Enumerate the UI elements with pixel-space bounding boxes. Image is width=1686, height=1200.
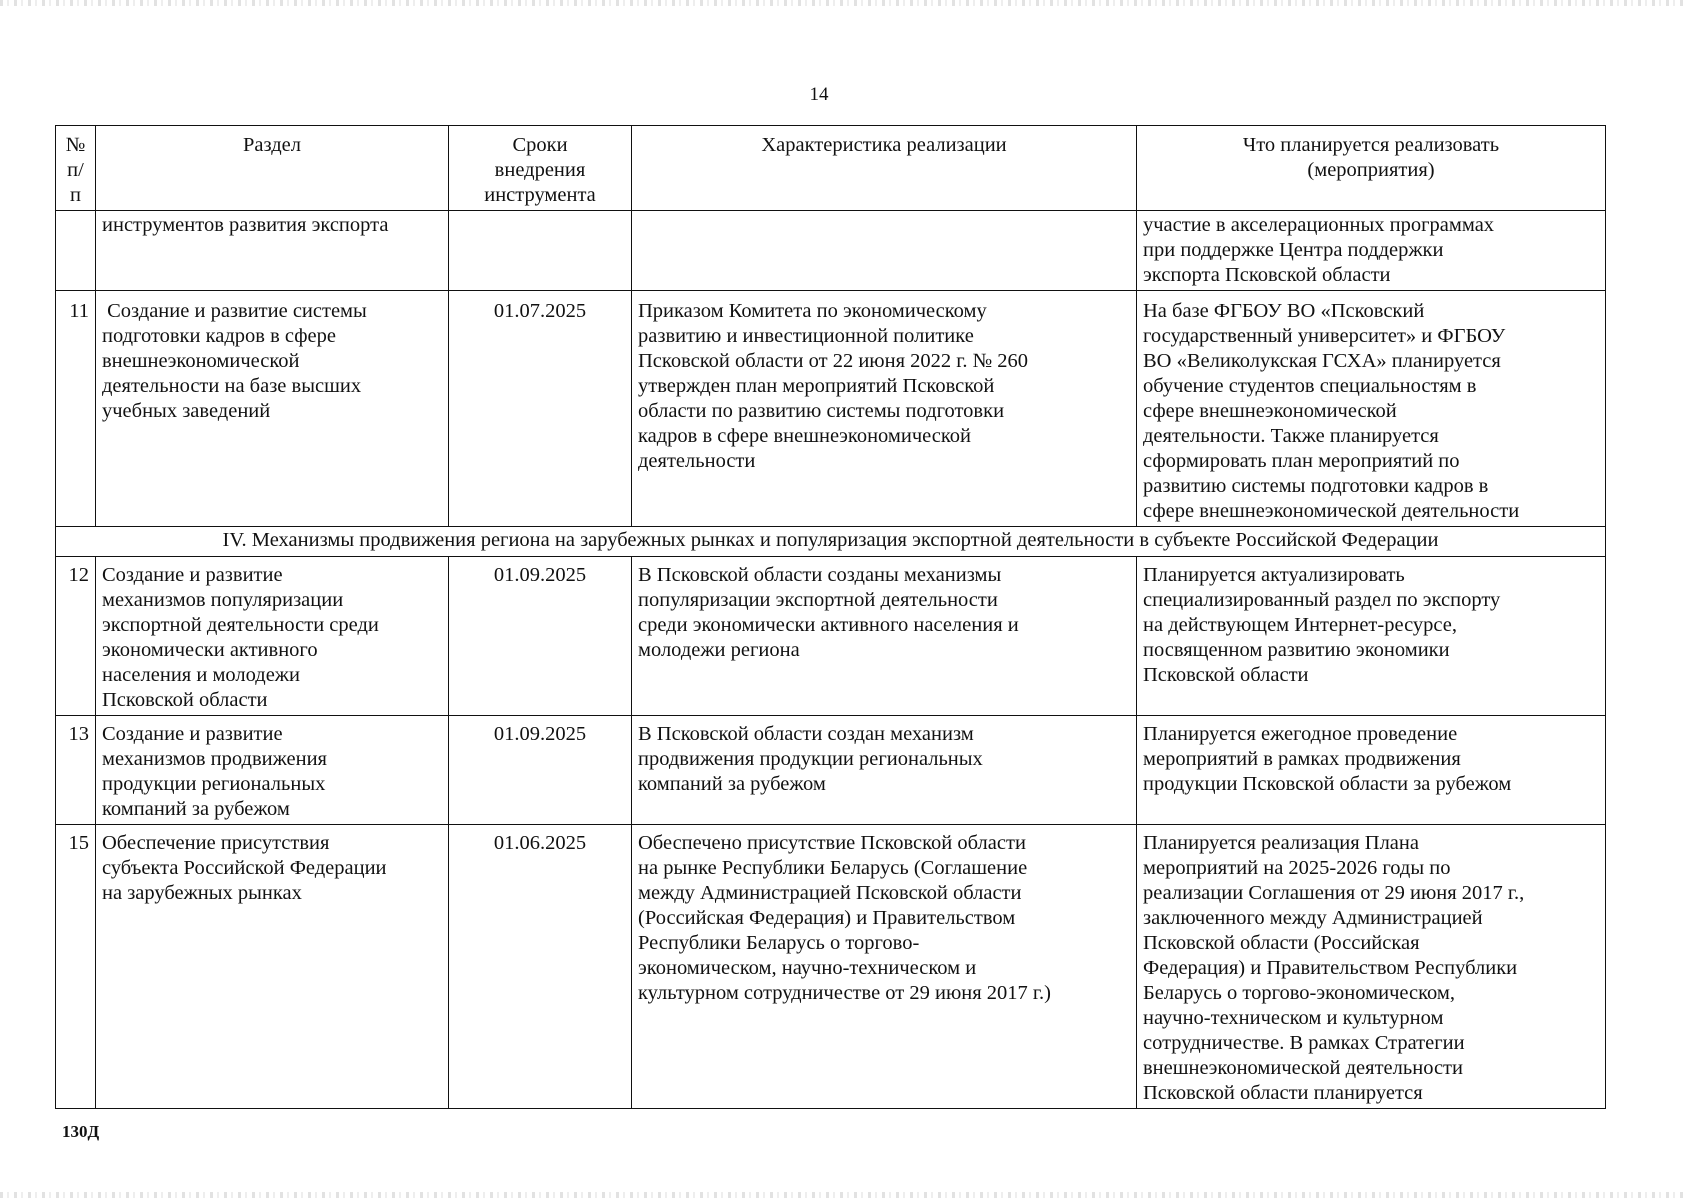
row-characteristic: [632, 211, 1137, 291]
header-characteristic-text: Характеристика реализации: [761, 134, 1007, 156]
row-section-text: инструментов развития экспорта: [102, 214, 389, 236]
row-section-text: Обеспечение присутствия субъекта Российской Федерации на зарубежных рынках: [102, 832, 387, 904]
row-date: 01.09.2025: [449, 557, 632, 716]
row-planned-text: Планируется реализация Плана мероприятий на 2025-2026 годы по реализации Соглашения от 29 июня 2017 г., заключенного между Администрацией Псковской области (Российская Федерация) и Правительством Республики Беларусь о торгово-экономическом, научно-техническом и культурном сотрудничестве. В рамках Стратегии внешнеэкономической деятельности Псковской области планируется: [1143, 832, 1525, 1104]
row-planned: [1137, 291, 1606, 527]
table-row: [56, 291, 1606, 527]
header-timing: [449, 126, 632, 211]
table-row: [56, 825, 1606, 1109]
row-num: [56, 211, 96, 291]
header-planned: [1137, 126, 1606, 211]
row-planned-text: Планируется ежегодное проведение мероприятий в рамках продвижения продукции Псковской области за рубежом: [1143, 723, 1512, 795]
row-date: 01.09.2025: [449, 716, 632, 825]
document-code: 130Д: [62, 1122, 100, 1141]
scan-edge-bottom: [0, 1192, 1686, 1198]
row-characteristic: [632, 825, 1137, 1109]
row-section: [96, 211, 449, 291]
row-section: [96, 825, 449, 1109]
row-section: [96, 291, 449, 527]
export-plan-table: [55, 125, 1606, 1109]
row-num: 11: [56, 291, 96, 527]
row-section-text: Создание и развитие механизмов продвижения продукции региональных компаний за рубежом: [102, 723, 327, 820]
row-section-text: Создание и развитие системы подготовки кадров в сфере внешнеэкономической деятельности на базе высших учебных заведений: [102, 300, 367, 422]
row-planned: [1137, 716, 1606, 825]
row-num: 13: [56, 716, 96, 825]
header-num: [56, 126, 96, 211]
row-planned: [1137, 211, 1606, 291]
row-planned-text: участие в акселерационных программах при поддержке Центра поддержки экспорта Псковской области: [1143, 214, 1495, 286]
row-planned-text: На базе ФГБОУ ВО «Псковский государственный университет» и ФГБОУ ВО «Великолукская ГСХА» планируется обучение студентов специальностям в сфере внешнеэкономической деятельности. Также планируется сформировать план мероприятий по развитию системы подготовки кадров в сфере внешнеэкономической деятельности: [1143, 300, 1520, 522]
table-row: [56, 557, 1606, 716]
row-characteristic: [632, 291, 1137, 527]
row-characteristic-text: В Псковской области созданы механизмы популяризации экспортной деятельности среди экономически активного населения и молодежи региона: [638, 564, 1019, 661]
scan-edge-top: [0, 0, 1686, 6]
header-num-text: № п/п: [65, 134, 86, 206]
row-num: 15: [56, 825, 96, 1109]
section-heading: IV. Механизмы продвижения региона на зарубежных рынках и популяризация экспортной деятельности в субъекте Российской Федерации: [56, 527, 1606, 557]
page-number: 14: [809, 84, 829, 105]
row-characteristic-text: В Псковской области создан механизм продвижения продукции региональных компаний за рубежом: [638, 723, 983, 795]
row-section: [96, 557, 449, 716]
row-date: 01.06.2025: [449, 825, 632, 1109]
row-section-text: Создание и развитие механизмов популяризации экспортной деятельности среди экономически активного населения и молодежи Псковской области: [102, 564, 379, 711]
row-characteristic-text: Приказом Комитета по экономическому развитию и инвестиционной политике Псковской области от 22 июня 2022 г. № 260 утвержден план мероприятий Псковской области по развитию системы подготовки кадров в сфере внешнеэкономической деятельности: [638, 300, 1029, 472]
table-row: [56, 716, 1606, 825]
row-planned: [1137, 557, 1606, 716]
header-section-text: Раздел: [243, 134, 301, 156]
row-planned: [1137, 825, 1606, 1109]
header-planned-text: Что планируется реализовать (мероприятия): [1242, 134, 1500, 181]
section-heading-row: [56, 527, 1606, 557]
row-characteristic: [632, 716, 1137, 825]
table-row: [56, 211, 1606, 291]
row-planned-text: Планируется актуализировать специализированный раздел по экспорту на действующем Интернет-ресурсе, посвященном развитию экономики Псковской области: [1143, 564, 1501, 686]
row-characteristic: [632, 557, 1137, 716]
table-header-row: [56, 126, 1606, 211]
row-section: [96, 716, 449, 825]
row-date: [449, 211, 632, 291]
header-section: [96, 126, 449, 211]
row-date: 01.07.2025: [449, 291, 632, 527]
header-characteristic: [632, 126, 1137, 211]
header-timing-text: Сроки внедрения инструмента: [484, 134, 596, 206]
row-characteristic-text: Обеспечено присутствие Псковской области на рынке Республики Беларусь (Соглашение между Администрацией Псковской области (Российская Федерация) и Правительством Республики Беларусь о торгово- экономическом, научно-техническом и культурном сотрудничестве от 29 июня 2017 г.): [638, 832, 1051, 1004]
row-num: 12: [56, 557, 96, 716]
